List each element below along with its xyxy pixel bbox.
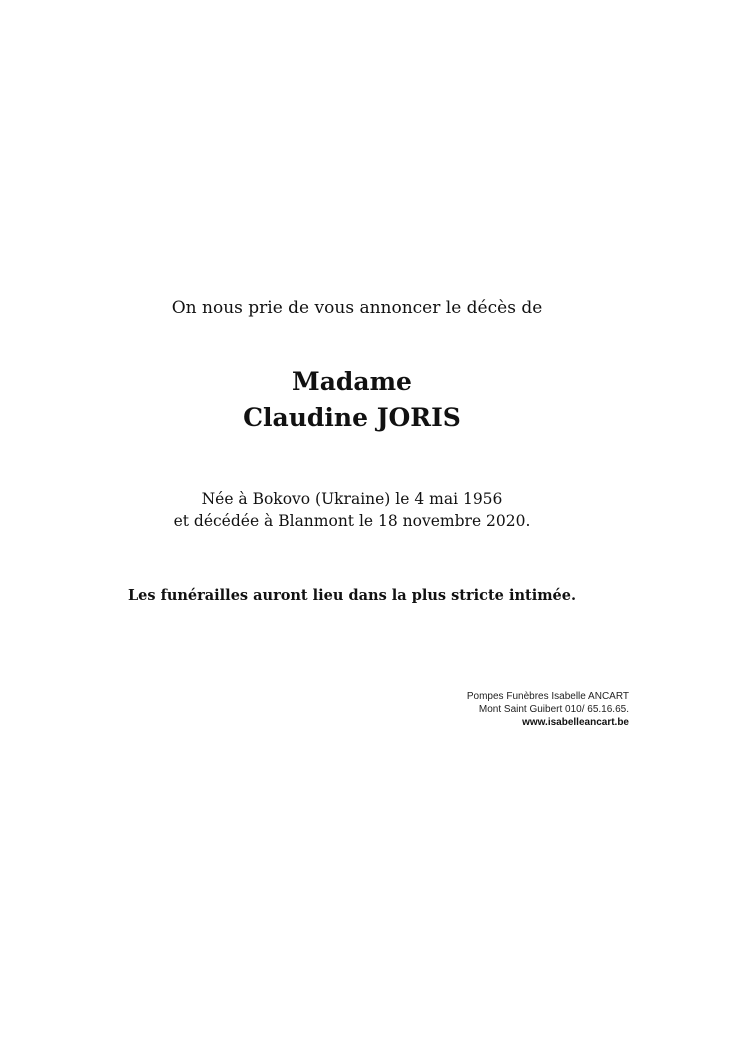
life-dates	[0, 488, 704, 532]
deceased-title: Madame	[292, 367, 412, 396]
death-info: et décédée à Blanmont le 18 novembre 2020.	[173, 512, 531, 530]
announcement-intro: On nous prie de vous annoncer le décès de	[171, 298, 543, 318]
deceased-name-block	[0, 364, 704, 436]
funeral-home-website: www.isabelleancart.be	[522, 717, 629, 728]
funeral-home-address: Mont Saint Guibert 010/ 65.16.65.	[478, 704, 629, 715]
funeral-home-name: Pompes Funèbres Isabelle ANCART	[466, 691, 629, 702]
funeral-home-footer	[369, 690, 629, 729]
funeral-notice: Les funérailles auront lieu dans la plus stricte intimée.	[127, 587, 577, 604]
deceased-name: Claudine JORIS	[243, 403, 461, 432]
birth-info: Née à Bokovo (Ukraine) le 4 mai 1956	[201, 490, 503, 508]
